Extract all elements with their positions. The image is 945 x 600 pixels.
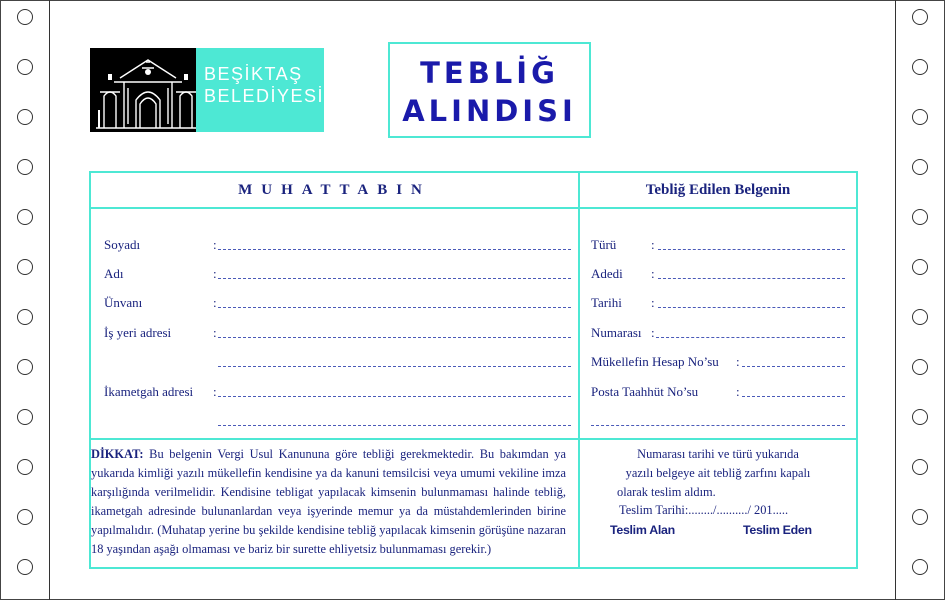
- left-feed-hole: [17, 509, 33, 525]
- field-input-hesap-no[interactable]: [742, 366, 845, 367]
- right-feed-hole: [912, 309, 928, 325]
- field-input-soyadi[interactable]: [218, 249, 571, 250]
- field-sep-unvani: :: [213, 295, 217, 310]
- field-input-numarasi[interactable]: [656, 337, 845, 338]
- left-feed-hole: [17, 559, 33, 575]
- document-header: Tebliğ Edilen Belgenin: [645, 182, 791, 198]
- left-feed-hole: [17, 459, 33, 475]
- left-feed-hole: [17, 59, 33, 75]
- field-label-tarihi: Tarihi: [591, 295, 622, 310]
- field-label-adedi: Adedi: [591, 266, 623, 281]
- logo-line-2: BELEDİYESİ: [203, 86, 324, 106]
- left-feed-hole: [17, 9, 33, 25]
- field-label-turu: Türü: [591, 237, 617, 252]
- warning-text: [91, 445, 566, 559]
- left-feed-hole: [17, 159, 33, 175]
- left-feed-hole: [17, 409, 33, 425]
- left-feed-hole: [17, 109, 33, 125]
- field-label-adi: Adı: [104, 266, 124, 281]
- right-feed-hole: [912, 59, 928, 75]
- field-sep-adi: :: [213, 266, 217, 281]
- right-feed-hole: [912, 409, 928, 425]
- right-feed-hole: [912, 209, 928, 225]
- addressee-header: MUHATTABIN: [238, 182, 431, 198]
- left-feed-hole: [17, 359, 33, 375]
- field-input-adedi[interactable]: [658, 278, 845, 279]
- title-line-2: ALINDISI: [402, 94, 577, 128]
- field-sep-turu: :: [651, 237, 655, 252]
- field-input-adi[interactable]: [218, 278, 571, 279]
- besiktas-logo: [90, 48, 324, 132]
- logo-text: [196, 48, 324, 132]
- field-input-turu[interactable]: [658, 249, 845, 250]
- field-sep-soyadi: :: [213, 237, 217, 252]
- field-input-isyeri-line2[interactable]: [218, 366, 571, 367]
- left-feed-hole: [17, 259, 33, 275]
- document-title: [388, 42, 591, 138]
- warning-body: Bu belgenin Vergi Usul Kanununa göre tebliği gerekmektedir. Bu bakımdan ya yukarıda kimliği yazılı mükellefin kendisine ya da kanuni temsilcisi veya umumi vekiline imza karşılığında verilmelidir. Kendisine tebligat yapılacak kimsenin bulunmaması halinde tebliğ, ikametgah adresinde bulunanlardan veya işyerinde memur ya da müstahdemlerinden birine yapılmalıdır. (Muhatap yerine bu şekilde kendisine tebliğ yapılacak kimsenin görüşüne nazaran 18 yaşından aşağı olmaması ve bariz bir surette ehliyetsiz bulunmaması gerekir.): [91, 447, 566, 556]
- title-line-1: TEBLİĞ: [420, 56, 559, 90]
- field-input-taahhut-no[interactable]: [742, 396, 845, 397]
- field-label-unvani: Ünvanı: [104, 295, 143, 310]
- right-feed-hole: [912, 9, 928, 25]
- right-feed-hole: [912, 109, 928, 125]
- right-feed-hole: [912, 259, 928, 275]
- field-input-taahhut-no-line2[interactable]: [591, 425, 845, 426]
- field-sep-ikametgah: :: [213, 384, 217, 399]
- footer-divider: [91, 438, 856, 440]
- field-label-hesap-no: Mükellefin Hesap No’su: [591, 354, 719, 369]
- logo-line-1: BEŞİKTAŞ: [203, 64, 303, 84]
- receipt-line-2: yazılı belgeye ait tebliğ zarfını kapalı: [625, 466, 811, 480]
- right-feed-hole: [912, 459, 928, 475]
- receipt-line-3: olarak teslim aldım.: [617, 485, 716, 499]
- field-label-taahhut-no: Posta Taahhüt No’su: [591, 384, 699, 399]
- right-feed-hole: [912, 159, 928, 175]
- field-label-numarasi: Numarası: [591, 325, 642, 340]
- deliverer-signature-label: Teslim Eden: [743, 523, 812, 537]
- receipt-line-1: Numarası tarihi ve türü yukarıda: [637, 447, 799, 461]
- field-input-tarihi[interactable]: [658, 307, 845, 308]
- delivery-date[interactable]: Teslim Tarihi:......../........../ 201.....: [619, 503, 789, 517]
- right-feed-hole: [912, 559, 928, 575]
- left-feed-hole: [17, 309, 33, 325]
- field-label-soyadi: Soyadı: [104, 237, 141, 252]
- field-input-isyeri[interactable]: [218, 337, 571, 338]
- field-input-ikametgah-line2[interactable]: [218, 425, 571, 426]
- field-sep-tarihi: :: [651, 295, 655, 310]
- warning-title: DİKKAT:: [91, 447, 144, 461]
- main-form-table: [89, 171, 858, 569]
- column-divider: [578, 173, 580, 569]
- field-sep-taahhut-no: :: [736, 384, 740, 399]
- field-sep-isyeri: :: [213, 325, 217, 340]
- field-input-ikametgah[interactable]: [218, 396, 571, 397]
- building-facade-icon: [90, 48, 196, 132]
- receipt-statement: [580, 445, 856, 502]
- field-sep-adedi: :: [651, 266, 655, 281]
- right-feed-hole: [912, 509, 928, 525]
- field-label-ikametgah: İkametgah adresi: [104, 384, 194, 399]
- field-sep-numarasi: :: [651, 325, 655, 340]
- receiver-signature-label: Teslim Alan: [610, 523, 675, 537]
- field-sep-hesap-no: :: [736, 354, 740, 369]
- field-input-unvani[interactable]: [218, 307, 571, 308]
- left-feed-hole: [17, 209, 33, 225]
- right-feed-hole: [912, 359, 928, 375]
- header-divider: [91, 207, 856, 209]
- field-label-isyeri: İş yeri adresi: [104, 325, 172, 340]
